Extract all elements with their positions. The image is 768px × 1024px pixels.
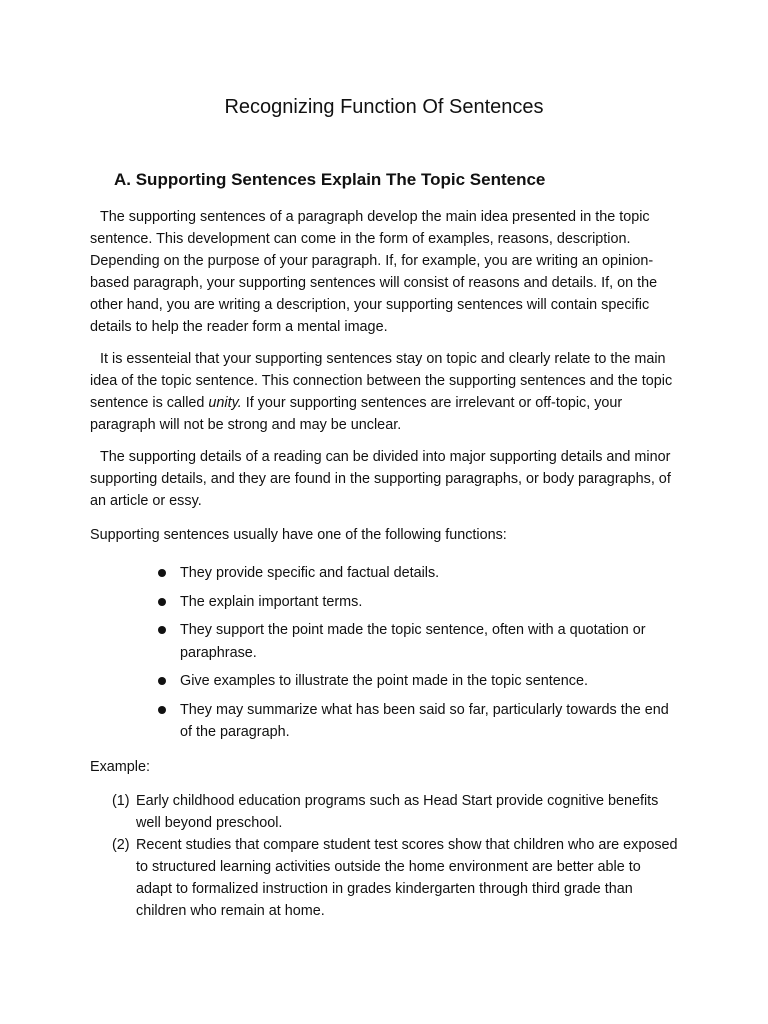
function-text: The explain important terms.	[180, 593, 363, 610]
example-number: (1)	[112, 792, 130, 809]
example-item	[90, 834, 678, 922]
paragraph-2-text-after: If your supporting sentences are irrelevant or off-topic, your paragraph will not be strong and may be unclear.	[90, 395, 623, 433]
examples-list	[90, 790, 678, 922]
bullet-icon	[158, 598, 166, 606]
bullet-icon	[158, 569, 166, 577]
function-text: Give examples to illustrate the point made in the topic sentence.	[180, 673, 588, 689]
example-text: Early childhood education programs such as Head Start provide cognitive benefits well beyond preschool.	[136, 792, 659, 831]
function-item	[90, 591, 678, 614]
bullet-icon	[158, 706, 166, 714]
bullet-icon	[158, 677, 166, 685]
example-text: Recent studies that compare student test scores show that children who are exposed to structured learning activities outside the home environment are better able to adapt to formalized instruction in grades kindergarten through third grade than children who remain at home.	[136, 836, 678, 919]
function-item	[90, 699, 678, 744]
paragraph-1: The supporting sentences of a paragraph develop the main idea presented in the topic sentence. This development can come in the form of examples, reasons, description. Depending on the purpose of your paragraph. If, for example, you are writing an opinion-based paragraph, your supporting sentences will consist of reasons and details. If, on the other hand, you are writing a description, your supporting sentences will contain specific details to help the reader form a mental image.	[90, 209, 658, 335]
paragraph-2-text-before: It is essenteial that your supporting sentences stay on topic and clearly relate to the main idea of the topic sentence. This connection between the supporting sentences and the topic sentence is called	[90, 351, 673, 411]
bullet-icon	[158, 626, 166, 634]
paragraph-3: The supporting details of a reading can be divided into major supporting details and minor supporting details, and they are found in the supporting paragraphs, or body paragraphs, of an article or essy.	[90, 449, 671, 509]
example-item	[90, 790, 678, 834]
functions-list	[90, 562, 678, 744]
function-item	[90, 619, 678, 664]
example-number: (2)	[112, 836, 130, 853]
function-item	[90, 670, 678, 693]
paragraph-2	[90, 348, 678, 436]
unity-term: unity.	[208, 395, 242, 411]
document-title: Recognizing Function Of Sentences	[224, 96, 544, 118]
function-text: They may summarize what has been said so far, particularly towards the end of the paragraph.	[180, 701, 669, 740]
function-item	[90, 562, 678, 585]
functions-intro: Supporting sentences usually have one of the following functions:	[90, 527, 507, 543]
function-text: They support the point made the topic sentence, often with a quotation or paraphrase.	[180, 622, 646, 661]
section-a-heading: A. Supporting Sentences Explain The Topic Sentence	[114, 170, 546, 189]
function-text: They provide specific and factual details.	[180, 565, 440, 581]
example-label: Example:	[90, 758, 150, 775]
